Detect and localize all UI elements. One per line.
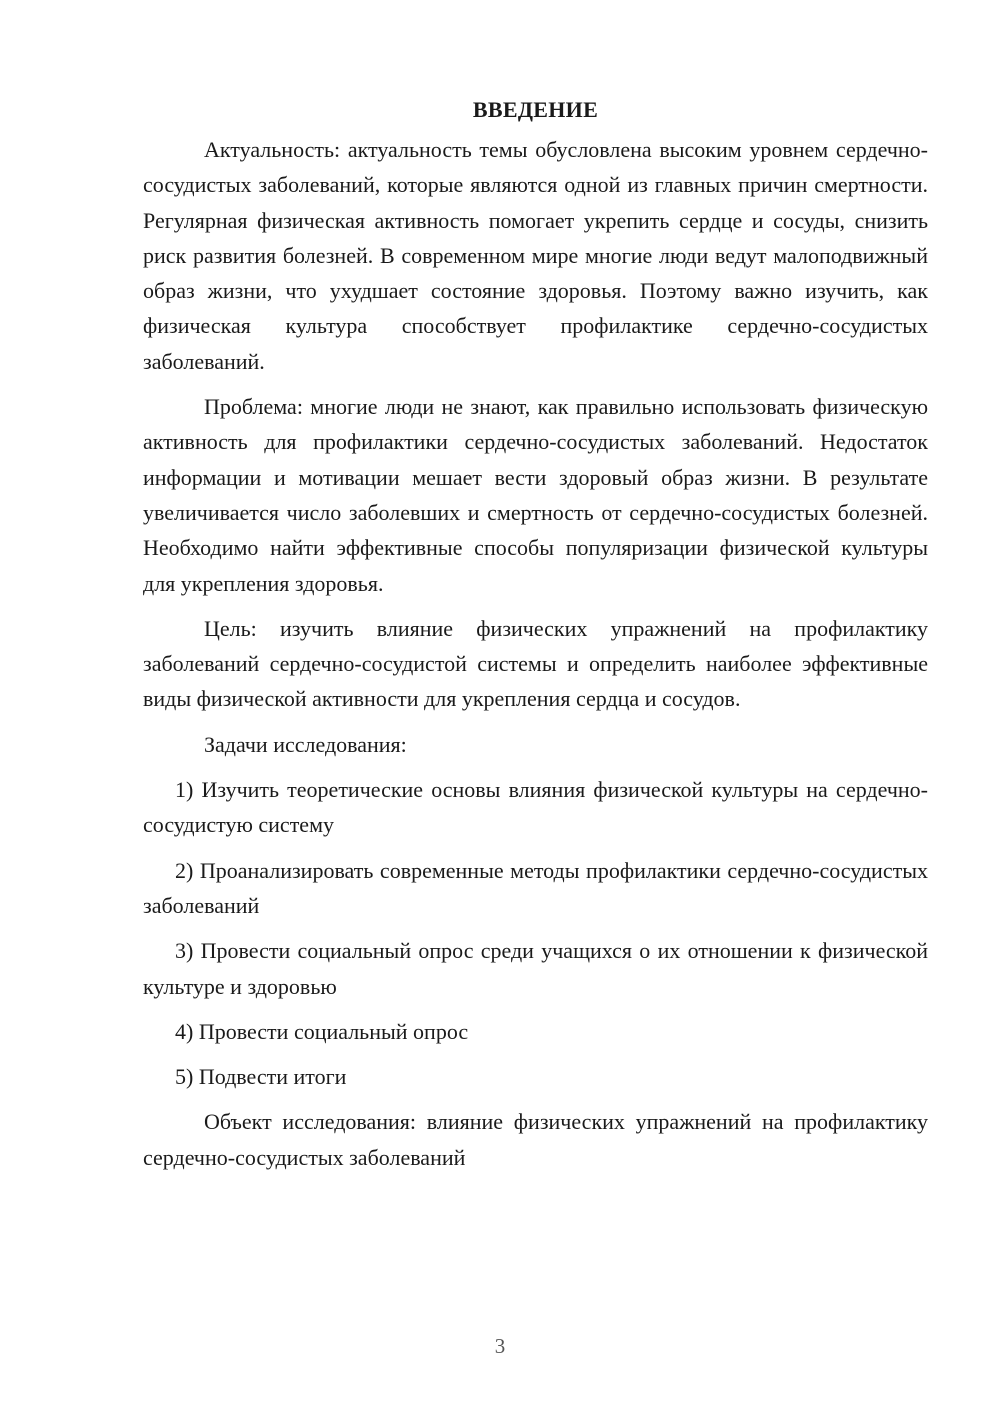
document-page [143,92,928,1185]
problem-paragraph: Проблема: многие люди не знают, как правильно использовать физическую активность для профилактики сердечно-сосудистых заболеваний. Недостаток информации и мотивации мешает вести здоровый образ жизни. В результате увеличивается число заболевших и смертность от сердечно-сосудистых болезней. Необходимо найти эффективные способы популяризации физической культуры для укрепления здоровья. [143,394,928,596]
tasks-heading: Задачи исследования: [204,731,407,757]
page-number: 3 [494,1334,506,1358]
task-item-1: 1) Изучить теоретические основы влияния физической культуры на сердечно-сосудистую систему [143,777,928,838]
task-item-3: 3) Провести социальный опрос среди учащихся о их отношении к физической культуре и здоровью [143,938,928,999]
relevance-paragraph: Актуальность: актуальность темы обусловлена высоким уровнем сердечно-сосудистых заболеваний, которые являются одной из главных причин смертности. Регулярная физическая активность помогает укрепить сердце и сосуды, снизить риск развития болезней. В современном мире многие люди ведут малоподвижный образ жизни, что ухудшает состояние здоровья. Поэтому важно изучить, как физическая культура способствует профилактике сердечно-сосудистых заболеваний. [143,137,928,374]
page-title: ВВЕДЕНИЕ [472,97,599,122]
task-item-2: 2) Проанализировать современные методы профилактики сердечно-сосудистых заболеваний [143,857,928,918]
object-paragraph: Объект исследования: влияние физических упражнений на профилактику сердечно-сосудистых заболеваний [143,1109,928,1170]
task-item-4: 4) Провести социальный опрос [175,1018,469,1044]
task-item-5: 5) Подвести итоги [175,1064,347,1090]
goal-paragraph: Цель: изучить влияние физических упражнений на профилактику заболеваний сердечно-сосудистой системы и определить наиболее эффективные виды физической активности для укрепления сердца и сосудов. [143,615,928,712]
